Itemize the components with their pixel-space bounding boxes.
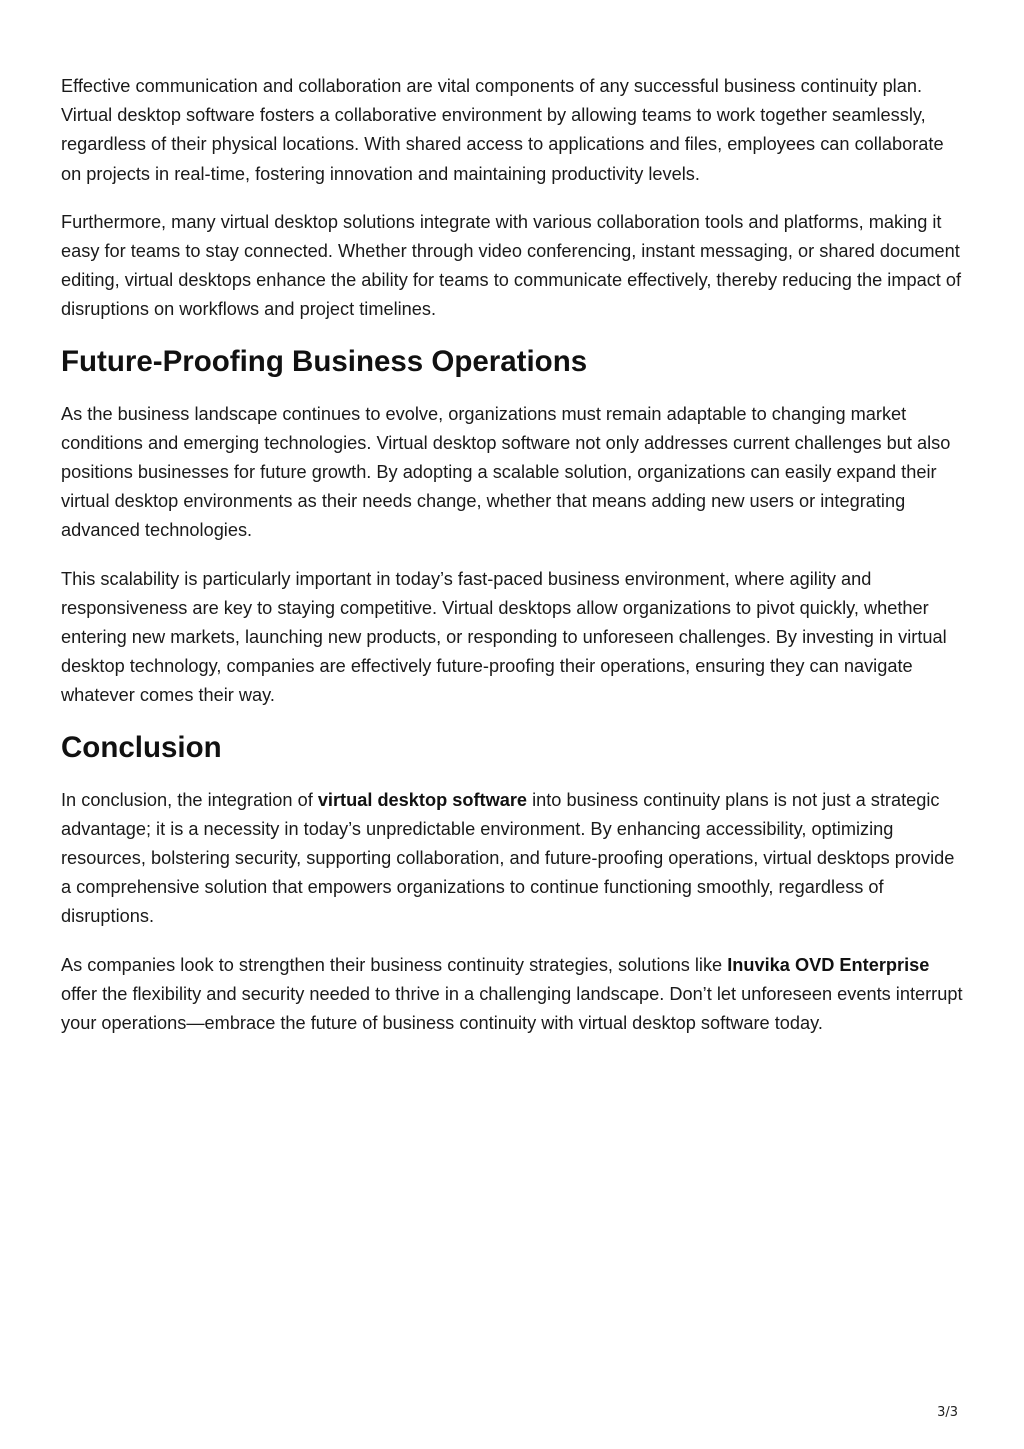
page-number: 3/3 [937,1405,958,1420]
document-body [61,72,966,1057]
heading-future-proofing: Future-Proofing Business Operations [61,344,588,378]
heading-conclusion: Conclusion [61,730,222,764]
conclusion-text-1: In conclusion, the integration of [61,789,318,810]
conclusion-text-2: into business continuity plans is not just a strategic advantage; it is a necessity in today’s unpredictable environment. By enhancing accessibility, optimizing resources, bolstering security, supporting collaboration, and future-proofing operations, virtual desktops provide a comprehensive solution that empowers organizations to continue functioning smoothly, regardless of disruptions. [61,789,955,927]
paragraph-collaboration: Effective communication and collaboration are vital components of any successful business continuity plan. Virtual desktop software fosters a collaborative environment by allowing teams to work together seamlessly, regardless of their physical locations. With shared access to applications and files, employees can collaborate on projects in real-time, fostering innovation and maintaining productivity levels. [61,76,944,184]
paragraph-scalability: This scalability is particularly important in today’s fast-paced business environment, where agility and responsiveness are key to staying competitive. Virtual desktops allow organizations to pivot quickly, whether entering new markets, launching new products, or responding to unforeseen challenges. By investing in virtual desktop technology, companies are effectively future-proofing their operations, ensuring they can navigate whatever comes their way. [61,568,947,706]
paragraph-collaboration-tools: Furthermore, many virtual desktop solutions integrate with various collaboration tools and platforms, making it easy for teams to stay connected. Whether through video conferencing, instant messaging, or shared document editing, virtual desktops enhance the ability for teams to communicate effectively, thereby reducing the impact of disruptions on workflows and project timelines. [61,211,962,320]
closing-text-1: As companies look to strengthen their business continuity strategies, solutions like [61,954,728,975]
paragraph-closing [61,951,966,1039]
bold-virtual-desktop-software: virtual desktop software [317,789,528,810]
paragraph-landscape: As the business landscape continues to evolve, organizations must remain adaptable to changing market conditions and emerging technologies. Virtual desktop software not only addresses current challenges but also positions businesses for future growth. By adopting a scalable solution, organizations can easily expand their virtual desktop environments as their needs change, whether that means adding new users or integrating advanced technologies. [61,403,951,541]
bold-inuvika-ovd-enterprise: Inuvika OVD Enterprise [727,954,930,975]
closing-text-2: offer the flexibility and security needed to thrive in a challenging landscape. Don’t let unforeseen events interrupt your operations—embrace the future of business continuity with virtual desktop software today. [61,983,963,1034]
paragraph-conclusion [61,786,966,932]
